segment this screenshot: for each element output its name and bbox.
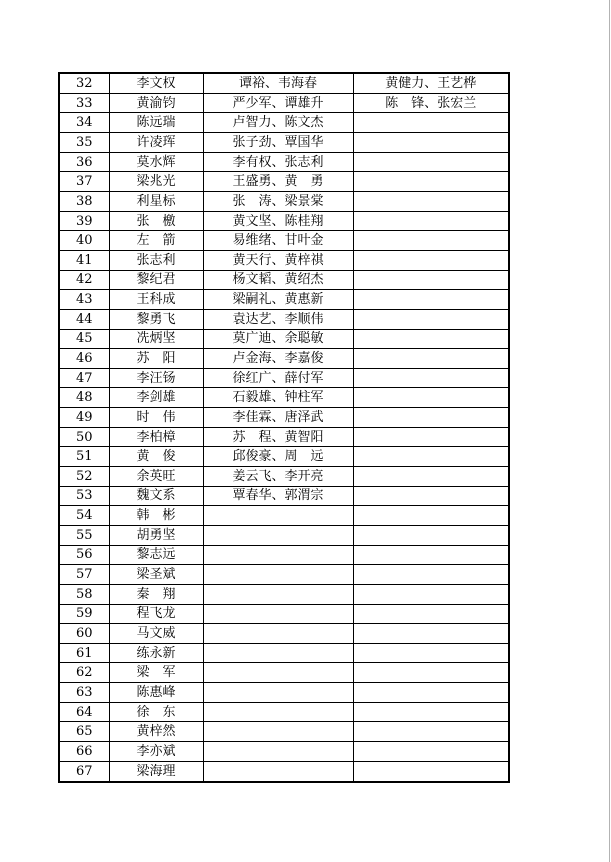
table-row bbox=[59, 133, 509, 153]
student-name-cell: 梁兆光 bbox=[109, 172, 203, 192]
pair-names-1-cell: 张子劲、覃国华 bbox=[203, 133, 353, 153]
pair-names-2-cell bbox=[353, 172, 509, 192]
pair-names-2-cell bbox=[353, 741, 509, 761]
pair-names-2-cell bbox=[353, 447, 509, 467]
row-number-cell: 50 bbox=[59, 427, 109, 447]
row-number-cell: 41 bbox=[59, 250, 109, 270]
table-row bbox=[59, 467, 509, 487]
pair-names-1-cell bbox=[203, 741, 353, 761]
student-name-cell: 时 伟 bbox=[109, 408, 203, 428]
row-number-cell: 36 bbox=[59, 152, 109, 172]
student-name-cell: 李文权 bbox=[109, 73, 203, 93]
pair-names-2-cell bbox=[353, 683, 509, 703]
pair-names-1-cell: 覃春华、郭渭宗 bbox=[203, 486, 353, 506]
table-row bbox=[59, 486, 509, 506]
pair-names-1-cell: 黄文坚、陈桂翔 bbox=[203, 211, 353, 231]
row-number-cell: 57 bbox=[59, 565, 109, 585]
pair-names-2-cell: 陈 锋、张宏兰 bbox=[353, 93, 509, 113]
table-row bbox=[59, 408, 509, 428]
student-name-cell: 王科成 bbox=[109, 290, 203, 310]
pair-names-1-cell bbox=[203, 545, 353, 565]
table-row bbox=[59, 172, 509, 192]
pair-names-1-cell: 严少军、谭雄升 bbox=[203, 93, 353, 113]
pair-names-1-cell bbox=[203, 722, 353, 742]
pair-names-2-cell bbox=[353, 761, 509, 782]
pair-names-1-cell: 卢智力、陈文杰 bbox=[203, 113, 353, 133]
pair-names-1-cell: 张 涛、梁景棠 bbox=[203, 192, 353, 212]
table-row bbox=[59, 309, 509, 329]
row-number-cell: 62 bbox=[59, 663, 109, 683]
pair-names-2-cell bbox=[353, 604, 509, 624]
row-number-cell: 33 bbox=[59, 93, 109, 113]
pair-names-1-cell bbox=[203, 643, 353, 663]
table-row bbox=[59, 427, 509, 447]
row-number-cell: 51 bbox=[59, 447, 109, 467]
pair-names-1-cell: 李佳霖、唐泽武 bbox=[203, 408, 353, 428]
pair-names-2-cell bbox=[353, 388, 509, 408]
pair-names-1-cell: 徐红广、薛付军 bbox=[203, 368, 353, 388]
pair-names-2-cell bbox=[353, 349, 509, 369]
pair-names-2-cell bbox=[353, 584, 509, 604]
row-number-cell: 53 bbox=[59, 486, 109, 506]
table-row bbox=[59, 525, 509, 545]
row-number-cell: 63 bbox=[59, 683, 109, 703]
row-number-cell: 45 bbox=[59, 329, 109, 349]
row-number-cell: 54 bbox=[59, 506, 109, 526]
student-name-cell: 黄渝钧 bbox=[109, 93, 203, 113]
table-row bbox=[59, 741, 509, 761]
row-number-cell: 59 bbox=[59, 604, 109, 624]
student-name-cell: 张 檄 bbox=[109, 211, 203, 231]
pair-names-2-cell bbox=[353, 270, 509, 290]
row-number-cell: 49 bbox=[59, 408, 109, 428]
table-row bbox=[59, 663, 509, 683]
pair-names-1-cell: 邱俊豪、周 远 bbox=[203, 447, 353, 467]
pair-names-2-cell bbox=[353, 309, 509, 329]
student-name-cell: 许凌珲 bbox=[109, 133, 203, 153]
pair-names-1-cell bbox=[203, 663, 353, 683]
row-number-cell: 56 bbox=[59, 545, 109, 565]
table-row bbox=[59, 624, 509, 644]
student-name-cell: 胡勇坚 bbox=[109, 525, 203, 545]
pair-names-2-cell bbox=[353, 368, 509, 388]
pair-names-2-cell bbox=[353, 211, 509, 231]
student-name-cell: 魏文系 bbox=[109, 486, 203, 506]
table-row bbox=[59, 761, 509, 782]
pair-names-1-cell: 姜云飞、李开亮 bbox=[203, 467, 353, 487]
pair-names-2-cell bbox=[353, 329, 509, 349]
student-name-cell: 李柏樟 bbox=[109, 427, 203, 447]
table-row bbox=[59, 722, 509, 742]
row-number-cell: 55 bbox=[59, 525, 109, 545]
table-row bbox=[59, 643, 509, 663]
table-row bbox=[59, 113, 509, 133]
pair-names-1-cell bbox=[203, 604, 353, 624]
table-row bbox=[59, 349, 509, 369]
row-number-cell: 44 bbox=[59, 309, 109, 329]
pair-names-1-cell: 谭裕、韦海春 bbox=[203, 73, 353, 93]
student-name-cell: 练永新 bbox=[109, 643, 203, 663]
student-name-cell: 黄梓然 bbox=[109, 722, 203, 742]
pair-names-2-cell bbox=[353, 152, 509, 172]
table-row bbox=[59, 250, 509, 270]
pair-names-1-cell: 石毅雄、钟柱军 bbox=[203, 388, 353, 408]
pair-names-1-cell: 黄天行、黄梓祺 bbox=[203, 250, 353, 270]
pair-names-2-cell bbox=[353, 408, 509, 428]
student-name-cell: 李亦斌 bbox=[109, 741, 203, 761]
student-name-cell: 李剑雄 bbox=[109, 388, 203, 408]
table-row bbox=[59, 211, 509, 231]
student-name-cell: 余英旺 bbox=[109, 467, 203, 487]
table-row bbox=[59, 683, 509, 703]
pair-names-2-cell: 黄健力、王艺桦 bbox=[353, 73, 509, 93]
student-name-cell: 黎纪君 bbox=[109, 270, 203, 290]
row-number-cell: 67 bbox=[59, 761, 109, 782]
row-number-cell: 65 bbox=[59, 722, 109, 742]
pair-names-2-cell bbox=[353, 113, 509, 133]
table-row bbox=[59, 231, 509, 251]
pair-names-2-cell bbox=[353, 427, 509, 447]
student-name-cell: 梁 军 bbox=[109, 663, 203, 683]
pair-names-1-cell: 梁嗣礼、黄惠新 bbox=[203, 290, 353, 310]
pair-names-2-cell bbox=[353, 663, 509, 683]
row-number-cell: 35 bbox=[59, 133, 109, 153]
row-number-cell: 58 bbox=[59, 584, 109, 604]
student-name-cell: 程飞龙 bbox=[109, 604, 203, 624]
pair-names-1-cell: 卢金海、李嘉俊 bbox=[203, 349, 353, 369]
table-row bbox=[59, 368, 509, 388]
row-number-cell: 32 bbox=[59, 73, 109, 93]
table-row bbox=[59, 152, 509, 172]
table-row bbox=[59, 329, 509, 349]
pair-names-2-cell bbox=[353, 643, 509, 663]
pair-names-1-cell: 袁达艺、李顺伟 bbox=[203, 309, 353, 329]
row-number-cell: 66 bbox=[59, 741, 109, 761]
table-row bbox=[59, 604, 509, 624]
student-name-cell: 左 箭 bbox=[109, 231, 203, 251]
row-number-cell: 46 bbox=[59, 349, 109, 369]
student-name-cell: 马文威 bbox=[109, 624, 203, 644]
pair-names-2-cell bbox=[353, 506, 509, 526]
student-name-cell: 利星标 bbox=[109, 192, 203, 212]
student-name-cell: 李汪钖 bbox=[109, 368, 203, 388]
pair-names-2-cell bbox=[353, 486, 509, 506]
pair-names-1-cell bbox=[203, 506, 353, 526]
row-number-cell: 47 bbox=[59, 368, 109, 388]
pair-names-2-cell bbox=[353, 525, 509, 545]
student-name-cell: 冼炳坚 bbox=[109, 329, 203, 349]
pair-names-2-cell bbox=[353, 250, 509, 270]
pair-names-1-cell bbox=[203, 525, 353, 545]
row-number-cell: 61 bbox=[59, 643, 109, 663]
row-number-cell: 48 bbox=[59, 388, 109, 408]
pair-names-1-cell bbox=[203, 624, 353, 644]
pair-names-2-cell bbox=[353, 231, 509, 251]
table-row bbox=[59, 447, 509, 467]
table-row bbox=[59, 506, 509, 526]
table-row bbox=[59, 545, 509, 565]
table-row bbox=[59, 702, 509, 722]
pair-names-1-cell: 苏 程、黄智阳 bbox=[203, 427, 353, 447]
student-name-cell: 徐 东 bbox=[109, 702, 203, 722]
roster-table bbox=[58, 72, 510, 783]
table-row bbox=[59, 584, 509, 604]
pair-names-1-cell bbox=[203, 565, 353, 585]
student-name-cell: 秦 翔 bbox=[109, 584, 203, 604]
table-row bbox=[59, 565, 509, 585]
pair-names-2-cell bbox=[353, 192, 509, 212]
row-number-cell: 39 bbox=[59, 211, 109, 231]
student-name-cell: 黎勇飞 bbox=[109, 309, 203, 329]
row-number-cell: 43 bbox=[59, 290, 109, 310]
pair-names-1-cell: 易维绪、甘叶金 bbox=[203, 231, 353, 251]
student-name-cell: 黎志远 bbox=[109, 545, 203, 565]
row-number-cell: 52 bbox=[59, 467, 109, 487]
roster-table-body bbox=[59, 73, 509, 782]
student-name-cell: 梁圣斌 bbox=[109, 565, 203, 585]
row-number-cell: 42 bbox=[59, 270, 109, 290]
pair-names-2-cell bbox=[353, 290, 509, 310]
student-name-cell: 韩 彬 bbox=[109, 506, 203, 526]
pair-names-1-cell: 王盛勇、黄 勇 bbox=[203, 172, 353, 192]
pair-names-1-cell bbox=[203, 702, 353, 722]
row-number-cell: 40 bbox=[59, 231, 109, 251]
student-name-cell: 陈远瑞 bbox=[109, 113, 203, 133]
row-number-cell: 38 bbox=[59, 192, 109, 212]
pair-names-1-cell: 杨文韬、黄绍杰 bbox=[203, 270, 353, 290]
pair-names-1-cell: 莫广迪、余聪敏 bbox=[203, 329, 353, 349]
pair-names-2-cell bbox=[353, 702, 509, 722]
table-row bbox=[59, 73, 509, 93]
student-name-cell: 梁海理 bbox=[109, 761, 203, 782]
student-name-cell: 黄 俊 bbox=[109, 447, 203, 467]
pair-names-1-cell bbox=[203, 761, 353, 782]
row-number-cell: 34 bbox=[59, 113, 109, 133]
pair-names-1-cell bbox=[203, 584, 353, 604]
table-row bbox=[59, 93, 509, 113]
pair-names-2-cell bbox=[353, 133, 509, 153]
pair-names-2-cell bbox=[353, 722, 509, 742]
table-row bbox=[59, 388, 509, 408]
table-row bbox=[59, 290, 509, 310]
student-name-cell: 莫水辉 bbox=[109, 152, 203, 172]
pair-names-1-cell bbox=[203, 683, 353, 703]
pair-names-1-cell: 李有权、张志利 bbox=[203, 152, 353, 172]
row-number-cell: 60 bbox=[59, 624, 109, 644]
pair-names-2-cell bbox=[353, 565, 509, 585]
table-row bbox=[59, 192, 509, 212]
student-name-cell: 苏 阳 bbox=[109, 349, 203, 369]
pair-names-2-cell bbox=[353, 545, 509, 565]
table-row bbox=[59, 270, 509, 290]
pair-names-2-cell bbox=[353, 467, 509, 487]
pair-names-2-cell bbox=[353, 624, 509, 644]
student-name-cell: 陈惠峰 bbox=[109, 683, 203, 703]
student-name-cell: 张志利 bbox=[109, 250, 203, 270]
row-number-cell: 37 bbox=[59, 172, 109, 192]
row-number-cell: 64 bbox=[59, 702, 109, 722]
page-right-edge-line bbox=[609, 0, 610, 862]
